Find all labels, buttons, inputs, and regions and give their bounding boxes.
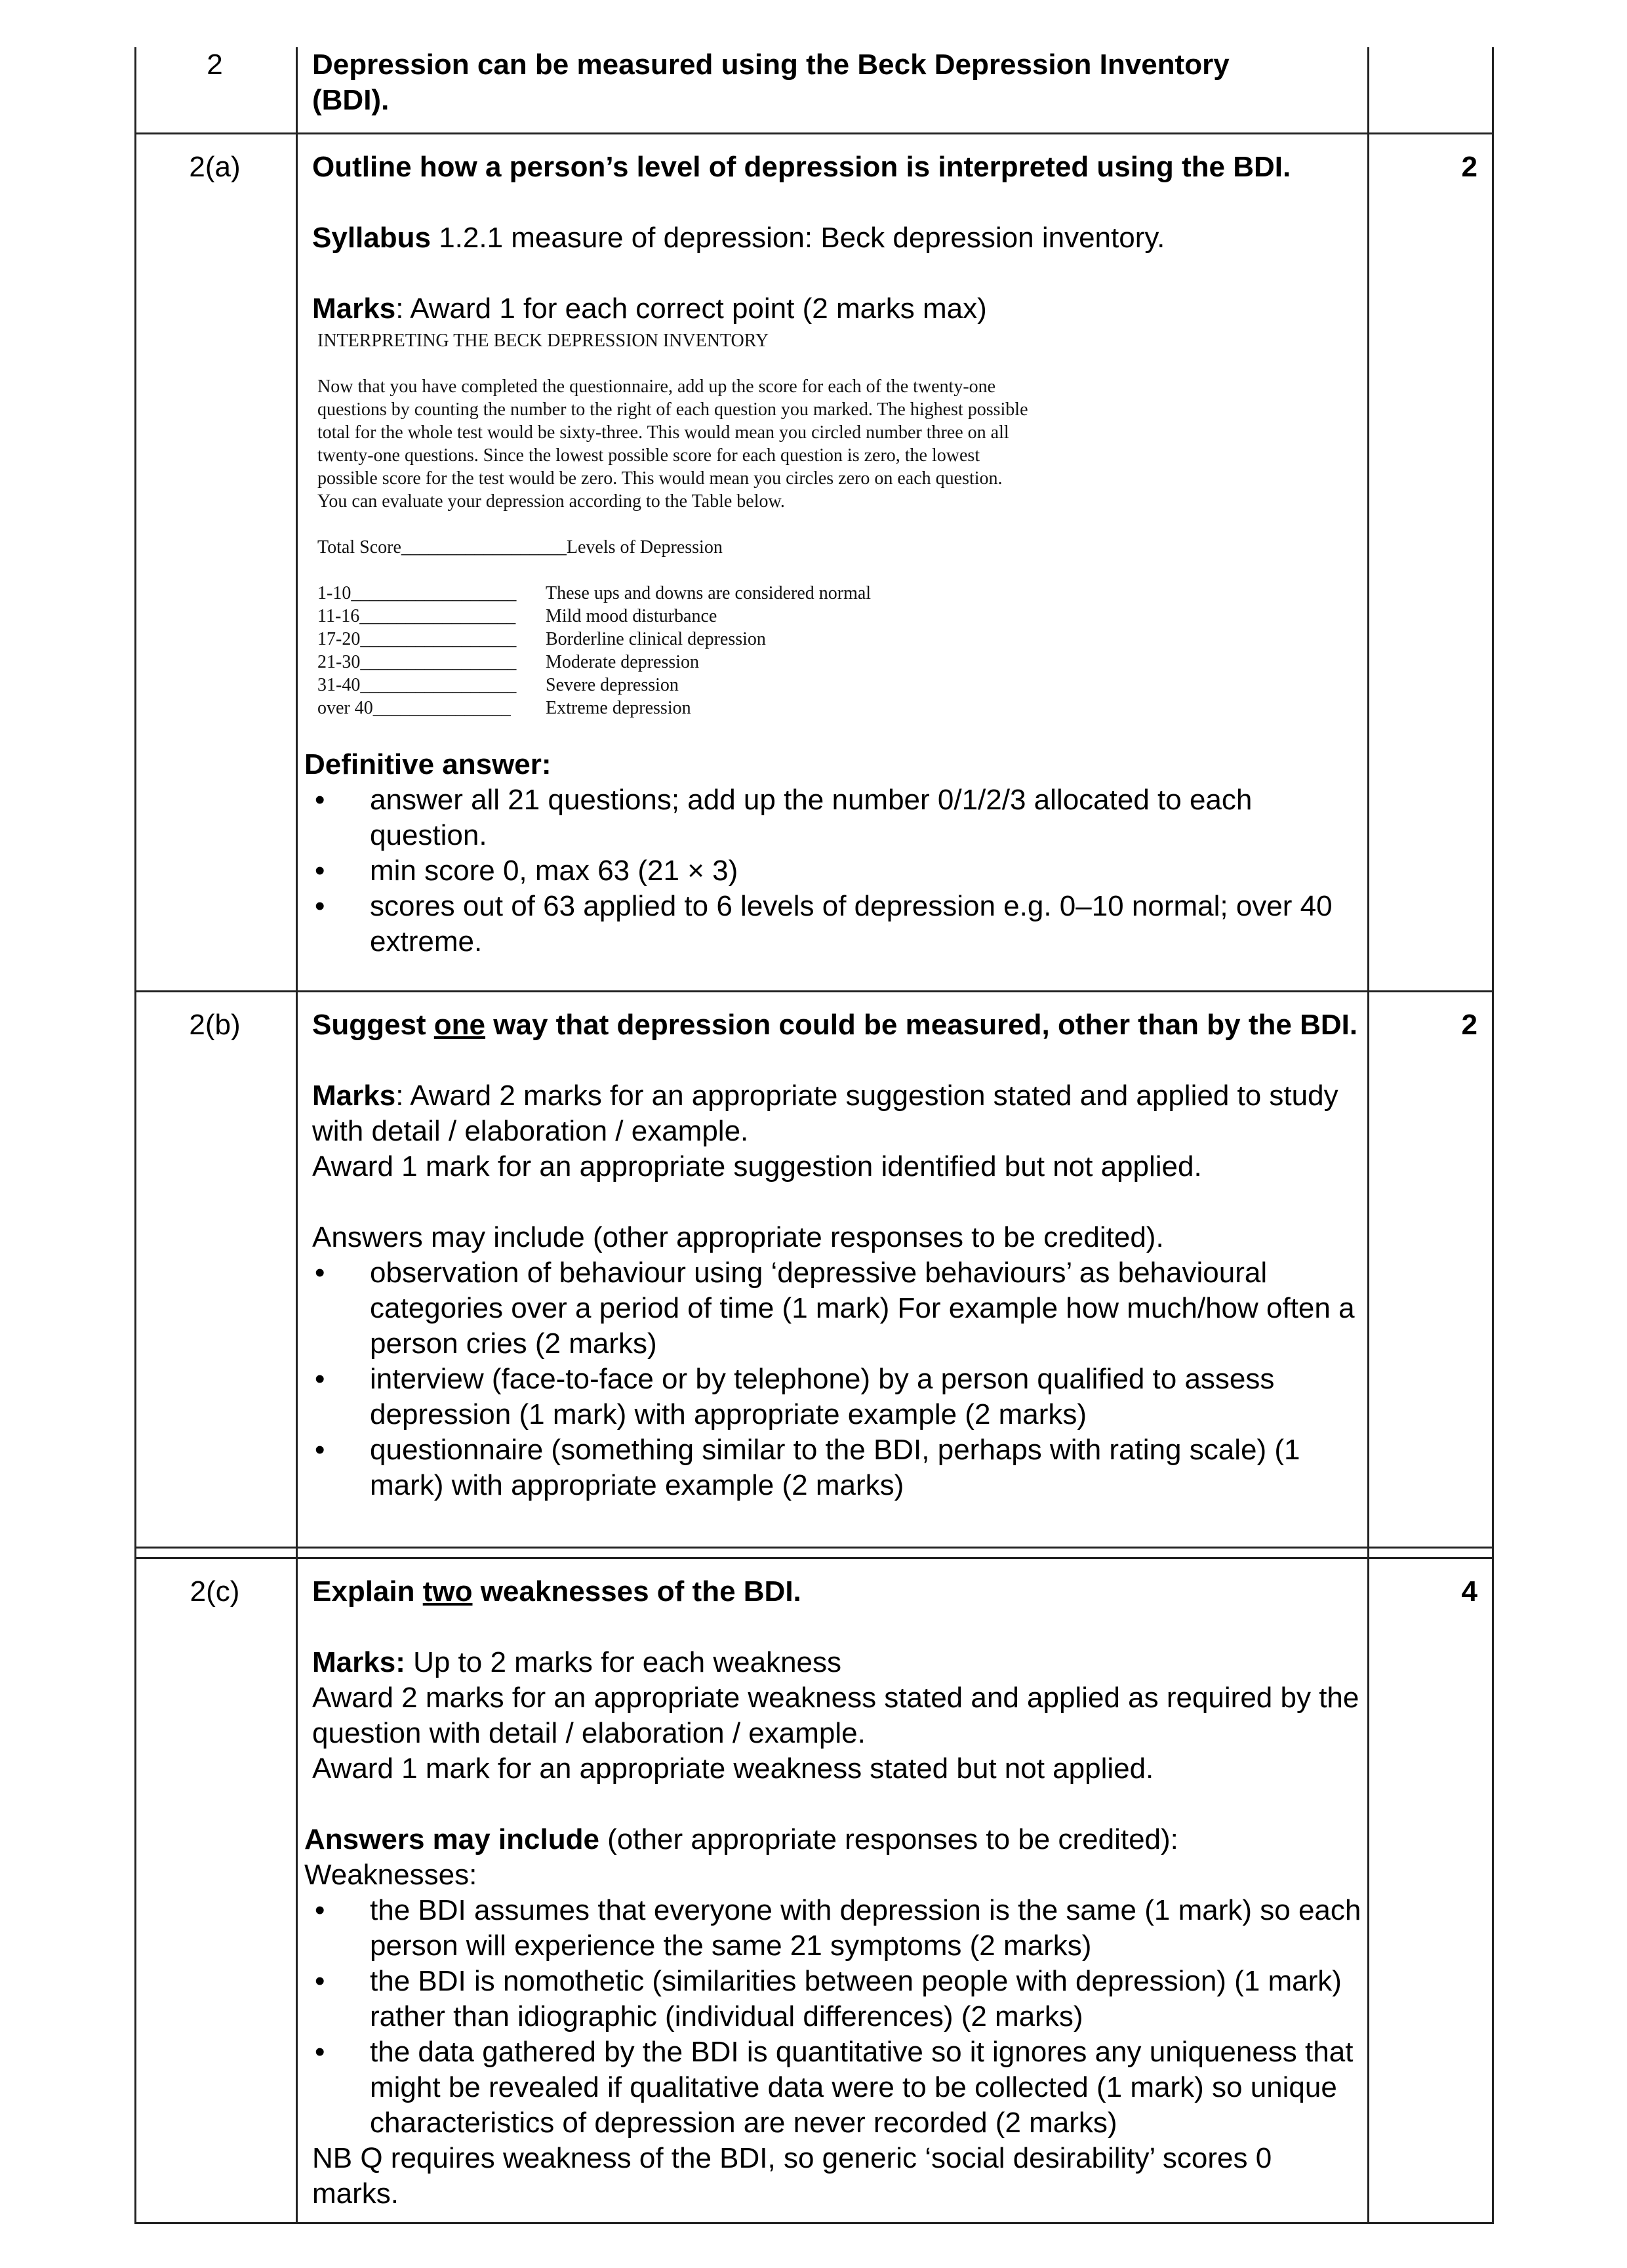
excerpt-table-header: Total Score__________________Levels of Depression: [317, 537, 723, 557]
excerpt-line: total for the whole test would be sixty-three. This would mean you circled number three on all: [317, 422, 1009, 443]
question-2c-post: weaknesses of the BDI.: [472, 1575, 801, 1608]
table-left-border: [134, 47, 136, 2223]
award-1-line-2c: Award 1 mark for an appropriate weakness stated but not applied.: [312, 1752, 1154, 1785]
marks-label-2a: Marks: [312, 293, 396, 325]
excerpt-score: 1-10__________________: [317, 583, 517, 603]
excerpt-level: Severe depression: [546, 675, 679, 695]
marks-text-2a: : Award 1 for each correct point (2 marks max): [395, 293, 987, 325]
syllabus-label: Syllabus: [312, 222, 431, 254]
question-2b-content: [312, 1007, 1361, 1503]
excerpt-line: twenty-one questions. Since the lowest possible score for each question is zero, the lowest: [317, 445, 980, 466]
excerpt-level: Borderline clinical depression: [546, 629, 766, 649]
award-2-line-2c: Award 2 marks for an appropriate weakness stated and applied as required by the question with detail / elaboration / example.: [312, 1682, 1359, 1749]
excerpt-score: 31-40_________________: [317, 675, 517, 695]
excerpt-score: 21-30_________________: [317, 652, 517, 672]
definitive-answer-list: [312, 782, 1361, 960]
excerpt-score: 17-20_________________: [317, 629, 517, 649]
question-2b-pre: Suggest: [312, 1009, 434, 1041]
answers-label-2c: Answers may include: [304, 1823, 599, 1855]
excerpt-level: Mild mood disturbance: [546, 606, 717, 626]
question-2b-post: way that depression could be measured, other than by the BDI.: [485, 1009, 1358, 1041]
marks-text-2b: : Award 2 marks for an appropriate suggestion stated and applied to study with detail / elaboration / example.: [312, 1080, 1338, 1147]
question-number-2c: 2(c): [190, 1575, 240, 1608]
marks-line-2a: [312, 291, 1361, 327]
table-bottom-border: [134, 2222, 1494, 2224]
marks-line-2b: [312, 1078, 1361, 1149]
row-divider-2b: [134, 990, 1494, 992]
column-divider-2: [1367, 47, 1369, 2223]
marks-line-2c: [312, 1645, 1361, 1680]
excerpt-table-row: [317, 674, 1361, 697]
question-number-2a: 2(a): [189, 151, 241, 183]
question-number-2b: 2(b): [189, 1009, 241, 1041]
weaknesses-list: [312, 1893, 1361, 2141]
marks-2a: 2: [1461, 151, 1477, 183]
question-2a-content: [304, 150, 1361, 960]
question-2c-underlined: two: [422, 1575, 473, 1608]
excerpt-table-row: [317, 697, 1361, 719]
row-divider-2a: [134, 132, 1494, 134]
answers-list-2b: [312, 1255, 1361, 1503]
row-divider-2c-bottom: [134, 1557, 1494, 1559]
question-2b-underlined: one: [433, 1009, 486, 1041]
excerpt-table-row: [317, 628, 1361, 651]
marks-label-2b: Marks: [312, 1080, 396, 1112]
excerpt-table-row: [317, 605, 1361, 628]
column-divider-1: [296, 47, 298, 2223]
marks-label-2c: Marks:: [312, 1646, 405, 1678]
definitive-answer-label: Definitive answer:: [304, 748, 552, 780]
excerpt-table-row: [317, 651, 1361, 674]
list-item: • questionnaire (something similar to the BDI, perhaps with rating scale) (1 mark) with appropriate example (2 marks): [312, 1432, 1361, 1503]
question-2a-text: Outline how a person’s level of depression is interpreted using the BDI.: [312, 151, 1291, 183]
excerpt-heading: INTERPRETING THE BECK DEPRESSION INVENTORY: [317, 331, 769, 351]
question-number-2: 2: [207, 49, 223, 81]
question-2c-pre: Explain: [312, 1575, 423, 1608]
row-divider-2c-top: [134, 1547, 1494, 1549]
excerpt-level: These ups and downs are considered normal: [546, 583, 872, 603]
question-2c-content: [304, 1574, 1361, 2212]
list-item: • interview (face-to-face or by telephone) by a person qualified to assess depression (1 mark) with appropriate example (2 marks): [312, 1362, 1361, 1432]
excerpt-line: possible score for the test would be zero. This would mean you circles zero on each question.: [317, 468, 1003, 489]
question-2b-text: [312, 1007, 1361, 1043]
question-2-stem-text: Depression can be measured using the Beck Depression Inventory (BDI).: [312, 49, 1230, 116]
excerpt-table-row: [317, 582, 1361, 605]
answers-text-2c: (other appropriate responses to be credited):: [599, 1823, 1178, 1855]
list-item: • the BDI is nomothetic (similarities between people with depression) (1 mark) rather than idiographic (individual differences) (2 marks): [312, 1964, 1361, 2035]
syllabus-text: 1.2.1 measure of depression: Beck depression inventory.: [430, 222, 1165, 254]
answers-intro-2b: Answers may include (other appropriate responses to be credited).: [312, 1221, 1164, 1253]
weaknesses-label: Weaknesses:: [304, 1859, 477, 1891]
bdi-interpretation-excerpt: [317, 329, 1361, 719]
question-2-stem: [312, 47, 1309, 118]
list-item: • the BDI assumes that everyone with depression is the same (1 mark) so each person will experience the same 21 symptoms (2 marks): [312, 1893, 1361, 1964]
list-item: • min score 0, max 63 (21 × 3): [312, 853, 1361, 889]
note-2c: NB Q requires weakness of the BDI, so generic ‘social desirability’ scores 0 marks.: [312, 2142, 1272, 2210]
excerpt-score: 11-16_________________: [317, 606, 516, 626]
excerpt-level: Moderate depression: [546, 652, 700, 672]
excerpt-level: Extreme depression: [546, 698, 691, 718]
list-item: • observation of behaviour using ‘depressive behaviours’ as behavioural categories over a period of time (1 mark) For example how much/how often a person cries (2 marks): [312, 1255, 1361, 1362]
excerpt-line: You can evaluate your depression according to the Table below.: [317, 491, 785, 512]
excerpt-score: over 40_______________: [317, 698, 511, 718]
question-2c-text: [312, 1574, 1361, 1610]
marks-text-2c: Up to 2 marks for each weakness: [405, 1646, 842, 1678]
list-item: • the data gathered by the BDI is quantitative so it ignores any uniqueness that might be revealed if qualitative data were to be collected (1 mark) so unique characteristics of depression are never recorded (2 marks): [312, 2035, 1361, 2141]
excerpt-line: Now that you have completed the questionnaire, add up the score for each of the twenty-one: [317, 376, 996, 397]
marks-2c: 4: [1461, 1575, 1477, 1608]
syllabus-line: [312, 220, 1361, 256]
marks-2b: 2: [1461, 1009, 1477, 1041]
list-item: • answer all 21 questions; add up the number 0/1/2/3 allocated to each question.: [312, 782, 1361, 853]
list-item: • scores out of 63 applied to 6 levels of depression e.g. 0–10 normal; over 40 extreme.: [312, 889, 1361, 960]
award-1-line-2b: Award 1 mark for an appropriate suggestion identified but not applied.: [312, 1150, 1202, 1183]
table-right-border: [1492, 47, 1494, 2223]
answers-line-2c: [304, 1822, 1361, 1857]
excerpt-line: questions by counting the number to the right of each question you marked. The highest possible: [317, 399, 1028, 420]
